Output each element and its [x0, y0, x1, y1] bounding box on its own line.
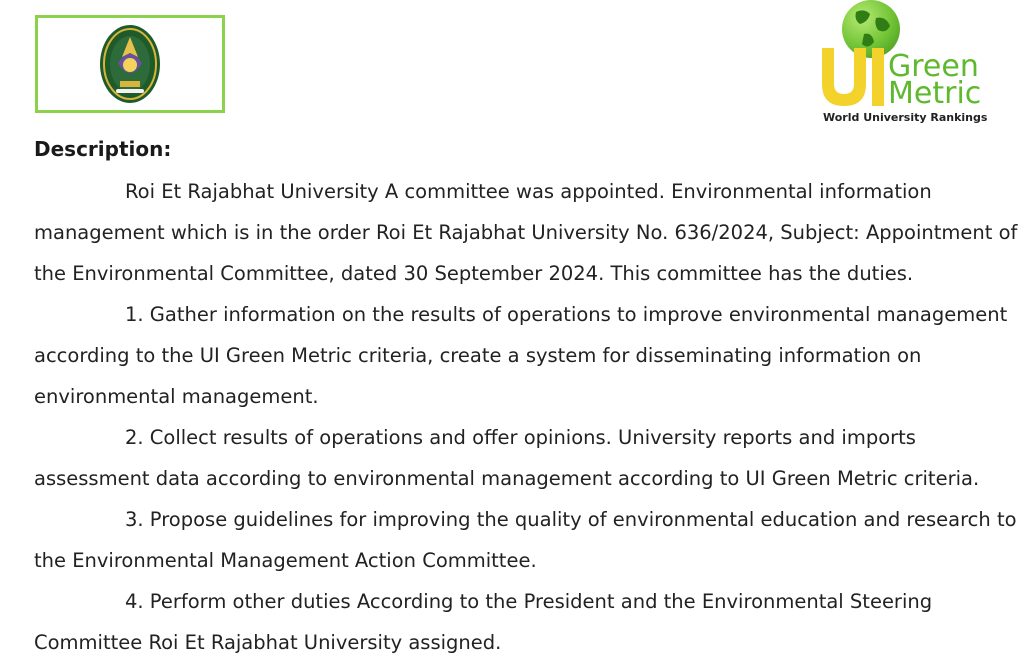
greenmetric-logo — [810, 0, 1000, 130]
duty-item-1: 1. Gather information on the results of operations to improve environmental management — [125, 303, 1008, 326]
duty-item-4: 4. Perform other duties According to the President and the Environmental Steering — [125, 590, 933, 613]
paragraph-line: assessment data according to environmental management according to UI Green Metric criteria. — [34, 467, 980, 490]
description-title: Description: — [34, 137, 172, 161]
paragraph-line: management which is in the order Roi Et Rajabhat University No. 636/2024, Subject: Appointment of — [34, 221, 1018, 244]
paragraph-line: the Environmental Committee, dated 30 September 2024. This committee has the duties. — [34, 262, 914, 285]
greenmetric-tagline: World University Rankings — [823, 111, 988, 124]
ui-letters-icon — [816, 44, 890, 110]
paragraph-line: according to the UI Green Metric criteria, create a system for disseminating information on — [34, 344, 922, 367]
duty-item-2: 2. Collect results of operations and offer opinions. University reports and imports — [125, 426, 916, 449]
duty-item-3: 3. Propose guidelines for improving the quality of environmental education and research to — [125, 508, 1017, 531]
greenmetric-metric-word: Metric — [888, 76, 982, 111]
paragraph-line: the Environmental Management Action Committee. — [34, 549, 537, 572]
greenmetric-green-word: Green — [888, 49, 979, 84]
paragraph-line: Roi Et Rajabhat University A committee was appointed. Environmental information — [125, 180, 932, 203]
university-seal-icon — [98, 23, 162, 105]
paragraph-line: Committee Roi Et Rajabhat University assigned. — [34, 631, 502, 654]
paragraph-line: environmental management. — [34, 385, 319, 408]
seal-frame — [35, 15, 225, 113]
